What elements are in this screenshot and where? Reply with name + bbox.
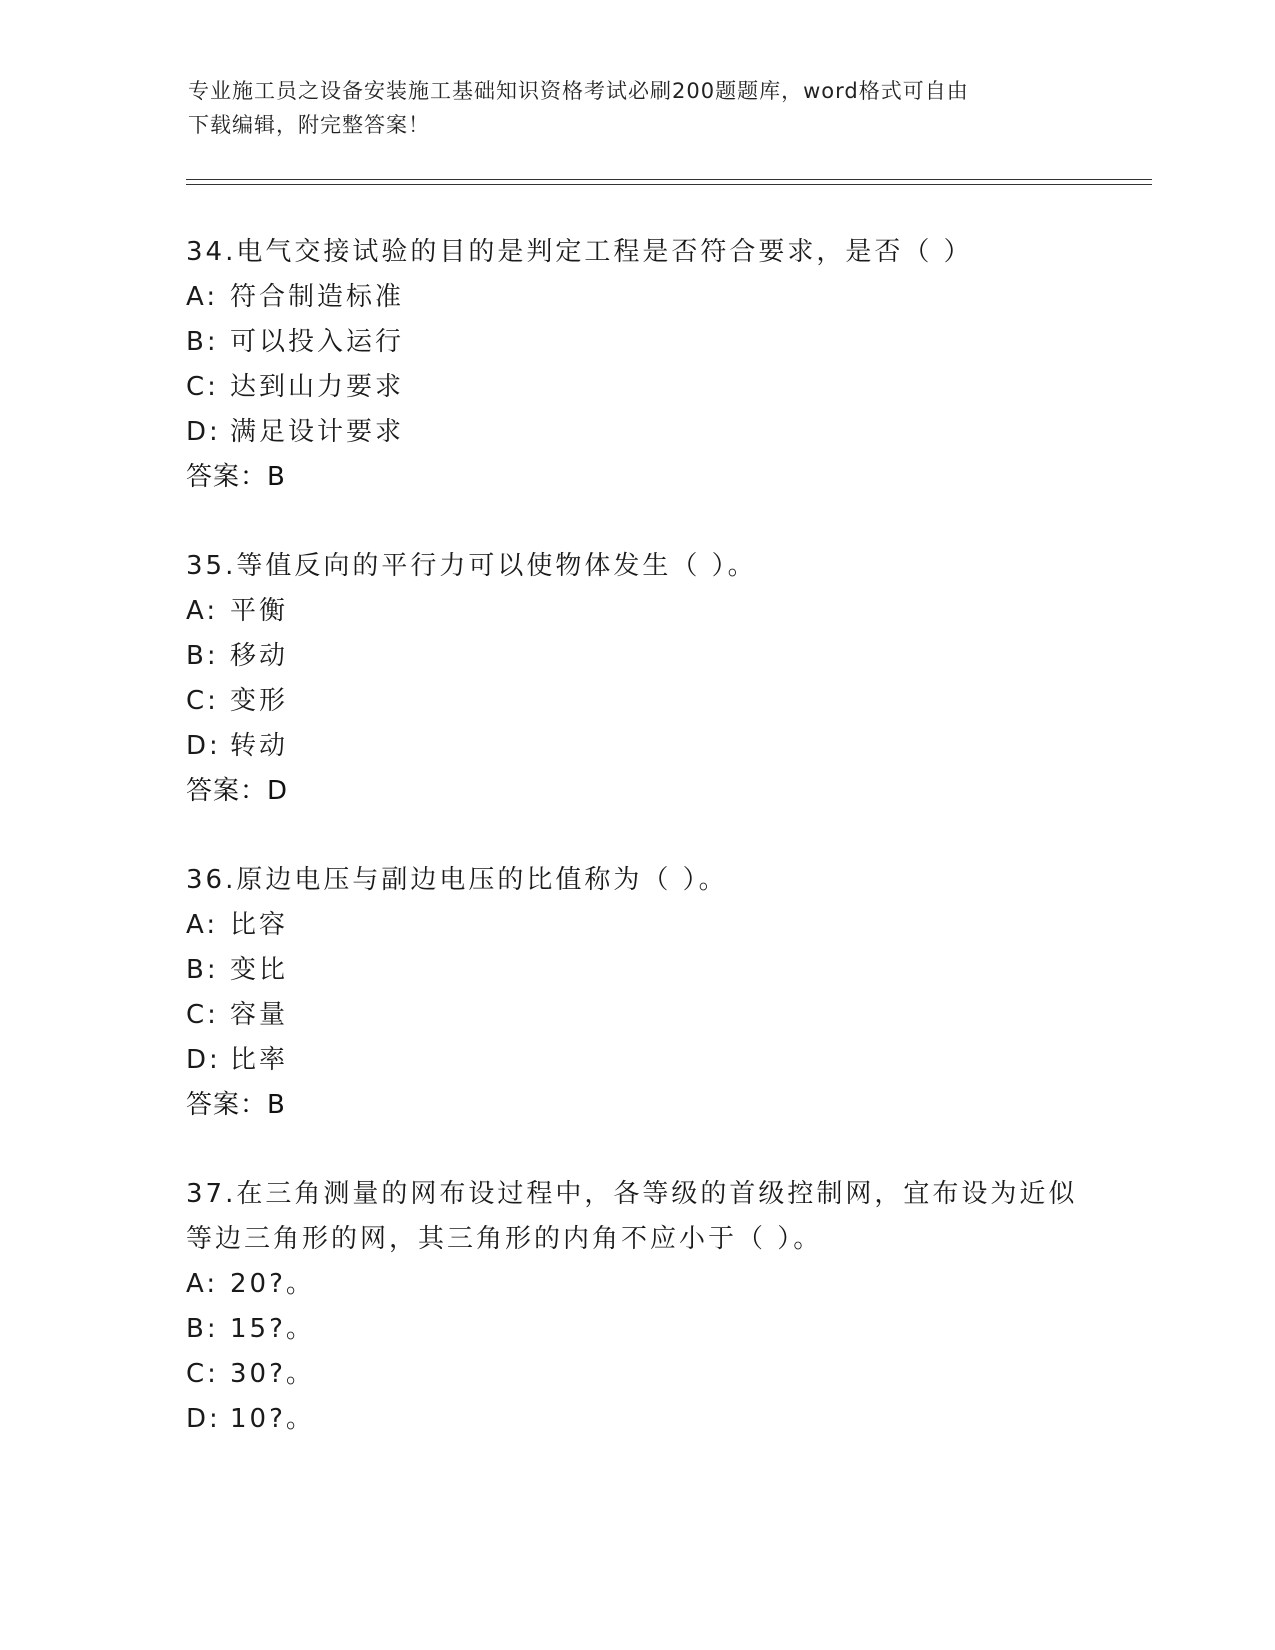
option-letter: C: [186,1000,219,1030]
option-text: 20?。 [230,1269,315,1299]
option-letter: D: [186,417,221,447]
option-text: 移动 [230,641,289,671]
option-text: 变比 [230,955,289,985]
question-text: 34.电气交接试验的目的是判定工程是否符合要求，是否（ ） [186,237,973,267]
question-text: 35.等值反向的平行力可以使物体发生（ ）。 [186,551,757,581]
question-list [186,230,1086,1486]
option-b [186,1307,1086,1352]
option-letter: A: [186,1269,219,1299]
option-letter: B: [186,1314,219,1344]
answer: 答案：B [186,462,286,492]
option-letter: A: [186,282,219,312]
option-letter: B: [186,327,219,357]
option-a [186,1262,1086,1307]
option-text: 平衡 [230,596,289,626]
option-text: 可以投入运行 [230,327,405,357]
option-d [186,1038,1086,1083]
question-36 [186,858,1086,1128]
option-a [186,589,1086,634]
option-letter: D: [186,1045,221,1075]
option-letter: A: [186,596,219,626]
option-letter: D: [186,1404,221,1434]
option-text: 比容 [230,910,289,940]
option-d [186,724,1086,769]
option-text: 达到山力要求 [230,372,405,402]
option-d [186,1397,1086,1442]
option-letter: C: [186,372,219,402]
option-letter: D: [186,731,221,761]
answer: 答案：B [186,1090,286,1120]
option-text: 转动 [230,731,289,761]
option-text: 符合制造标准 [230,282,405,312]
question-34 [186,230,1086,500]
question-text: 36.原边电压与副边电压的比值称为（ ）。 [186,865,728,895]
option-letter: C: [186,1359,219,1389]
question-37 [186,1172,1086,1442]
option-c [186,993,1086,1038]
option-a [186,275,1086,320]
option-c [186,1352,1086,1397]
option-letter: B: [186,641,219,671]
option-d [186,410,1086,455]
option-b [186,320,1086,365]
header-divider-top [186,179,1152,180]
question-35 [186,544,1086,814]
header-divider-bottom [186,184,1152,185]
option-a [186,903,1086,948]
option-text: 30?。 [230,1359,315,1389]
option-b [186,948,1086,993]
document-header [188,74,1068,142]
option-letter: B: [186,955,219,985]
option-text: 满足设计要求 [230,417,405,447]
option-c [186,365,1086,410]
option-text: 15?。 [230,1314,315,1344]
question-text: 37.在三角测量的网布设过程中，各等级的首级控制网，宜布设为近似等边三角形的网，其三角形的内角不应小于（ ）。 [186,1179,1078,1254]
header-line-2: 下载编辑，附完整答案！ [188,113,430,137]
option-text: 变形 [230,686,289,716]
header-line-1: 专业施工员之设备安装施工基础知识资格考试必刷200题题库，word格式可自由 [188,79,969,103]
option-b [186,634,1086,679]
option-text: 容量 [230,1000,289,1030]
option-c [186,679,1086,724]
option-letter: C: [186,686,219,716]
option-text: 比率 [230,1045,289,1075]
answer: 答案：D [186,776,289,806]
option-letter: A: [186,910,219,940]
option-text: 10?。 [230,1404,315,1434]
